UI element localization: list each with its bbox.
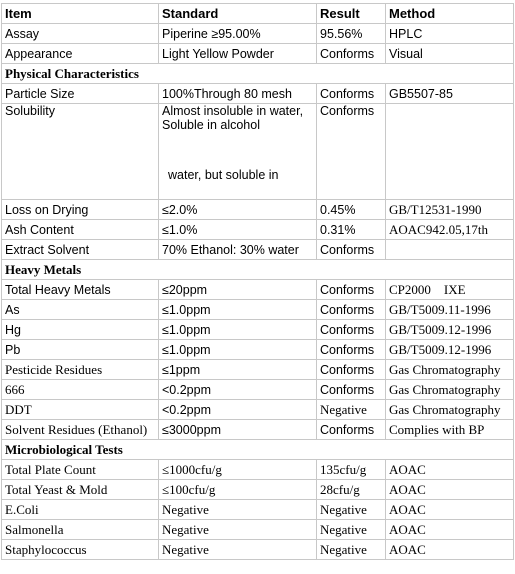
cell-method: CP2000 IXE [386,280,514,300]
table-row [2,84,514,104]
cell-result: Negative [317,520,386,540]
cell-item: Solvent Residues (Ethanol) [2,420,159,440]
cell-standard: ≤1.0ppm [159,300,317,320]
cell-standard: ≤1.0ppm [159,320,317,340]
cell-result: Conforms [317,240,386,260]
cell-method: HPLC [386,24,514,44]
cell-item: 666 [2,380,159,400]
cell-item: Assay [2,24,159,44]
cell-result: Conforms [317,340,386,360]
table-row [2,320,514,340]
cell-method: Gas Chromatography [386,400,514,420]
cell-standard-solubility [159,104,317,200]
table-row [2,480,514,500]
cell-item: Particle Size [2,84,159,104]
specification-table [1,3,514,560]
solubility-line-2: Soluble in alcohol [162,118,260,132]
solubility-spacer [162,132,316,168]
cell-item: Total Heavy Metals [2,280,159,300]
cell-method: GB/T5009.11-1996 [386,300,514,320]
cell-method: AOAC [386,480,514,500]
cell-standard: ≤1ppm [159,360,317,380]
cell-method: GB5507-85 [386,84,514,104]
header-item: Item [2,4,159,24]
cell-result: Conforms [317,280,386,300]
cell-item: Staphylococcus [2,540,159,560]
cell-method: Gas Chromatography [386,360,514,380]
cell-method: Complies with BP [386,420,514,440]
cell-result: Conforms [317,104,386,200]
cell-standard: <0.2ppm [159,400,317,420]
cell-result: 135cfu/g [317,460,386,480]
table-row [2,400,514,420]
cell-standard: ≤1000cfu/g [159,460,317,480]
solubility-line-3: water, but soluble in [168,168,279,182]
cell-standard: Negative [159,540,317,560]
cell-result: Conforms [317,420,386,440]
cell-method: AOAC [386,460,514,480]
cell-method [386,104,514,200]
table-row [2,220,514,240]
section-row [2,440,514,460]
cell-method: AOAC [386,500,514,520]
cell-item: Ash Content [2,220,159,240]
cell-item: Total Yeast & Mold [2,480,159,500]
cell-result: Conforms [317,84,386,104]
cell-standard: ≤1.0ppm [159,340,317,360]
cell-method [386,240,514,260]
cell-standard: Piperine ≥95.00% [159,24,317,44]
cell-item: DDT [2,400,159,420]
table-row-solubility [2,104,514,200]
table-row [2,200,514,220]
solubility-line-1: Almost insoluble in water, [162,104,304,118]
cell-result: 0.45% [317,200,386,220]
cell-result: Negative [317,540,386,560]
cell-standard: ≤1.0% [159,220,317,240]
cell-standard: ≤3000ppm [159,420,317,440]
section-row [2,64,514,84]
table-row [2,360,514,380]
cell-result: Conforms [317,320,386,340]
cell-item: Loss on Drying [2,200,159,220]
cell-standard: Negative [159,500,317,520]
cell-method: AOAC942.05,17th [386,220,514,240]
cell-item: Pb [2,340,159,360]
cell-result: Conforms [317,300,386,320]
table-row [2,340,514,360]
cell-method: GB/T5009.12-1996 [386,340,514,360]
table-row [2,240,514,260]
cell-result: 95.56% [317,24,386,44]
cell-standard: ≤100cfu/g [159,480,317,500]
header-result: Result [317,4,386,24]
cell-method: AOAC [386,520,514,540]
section-title-heavy-metals: Heavy Metals [2,260,514,280]
cell-method: AOAC [386,540,514,560]
cell-method: Visual [386,44,514,64]
table-row [2,540,514,560]
header-method: Method [386,4,514,24]
cell-item: Salmonella [2,520,159,540]
cell-standard: <0.2ppm [159,380,317,400]
table-row [2,460,514,480]
header-standard: Standard [159,4,317,24]
cell-method: GB/T5009.12-1996 [386,320,514,340]
table-row [2,280,514,300]
cell-result: Negative [317,500,386,520]
table-row [2,24,514,44]
cell-standard: 70% Ethanol: 30% water [159,240,317,260]
section-title-microbiological: Microbiological Tests [2,440,514,460]
cell-item: Total Plate Count [2,460,159,480]
cell-standard: ≤2.0% [159,200,317,220]
cell-result: 0.31% [317,220,386,240]
table-row [2,44,514,64]
table-row [2,420,514,440]
cell-item: Extract Solvent [2,240,159,260]
cell-item: Appearance [2,44,159,64]
cell-item: Solubility [2,104,159,200]
cell-item: E.Coli [2,500,159,520]
cell-standard: Light Yellow Powder [159,44,317,64]
cell-item: Hg [2,320,159,340]
cell-item: Pesticide Residues [2,360,159,380]
cell-result: Conforms [317,44,386,64]
cell-result: Conforms [317,360,386,380]
table-row [2,380,514,400]
cell-standard: Negative [159,520,317,540]
section-title-physical: Physical Characteristics [2,64,514,84]
table-row [2,500,514,520]
table-row [2,300,514,320]
cell-method: GB/T12531-1990 [386,200,514,220]
header-row [2,4,514,24]
cell-standard: 100%Through 80 mesh [159,84,317,104]
table-row [2,520,514,540]
cell-method: Gas Chromatography [386,380,514,400]
cell-result: Negative [317,400,386,420]
cell-standard: ≤20ppm [159,280,317,300]
cell-item: As [2,300,159,320]
section-row [2,260,514,280]
cell-result: 28cfu/g [317,480,386,500]
cell-result: Conforms [317,380,386,400]
